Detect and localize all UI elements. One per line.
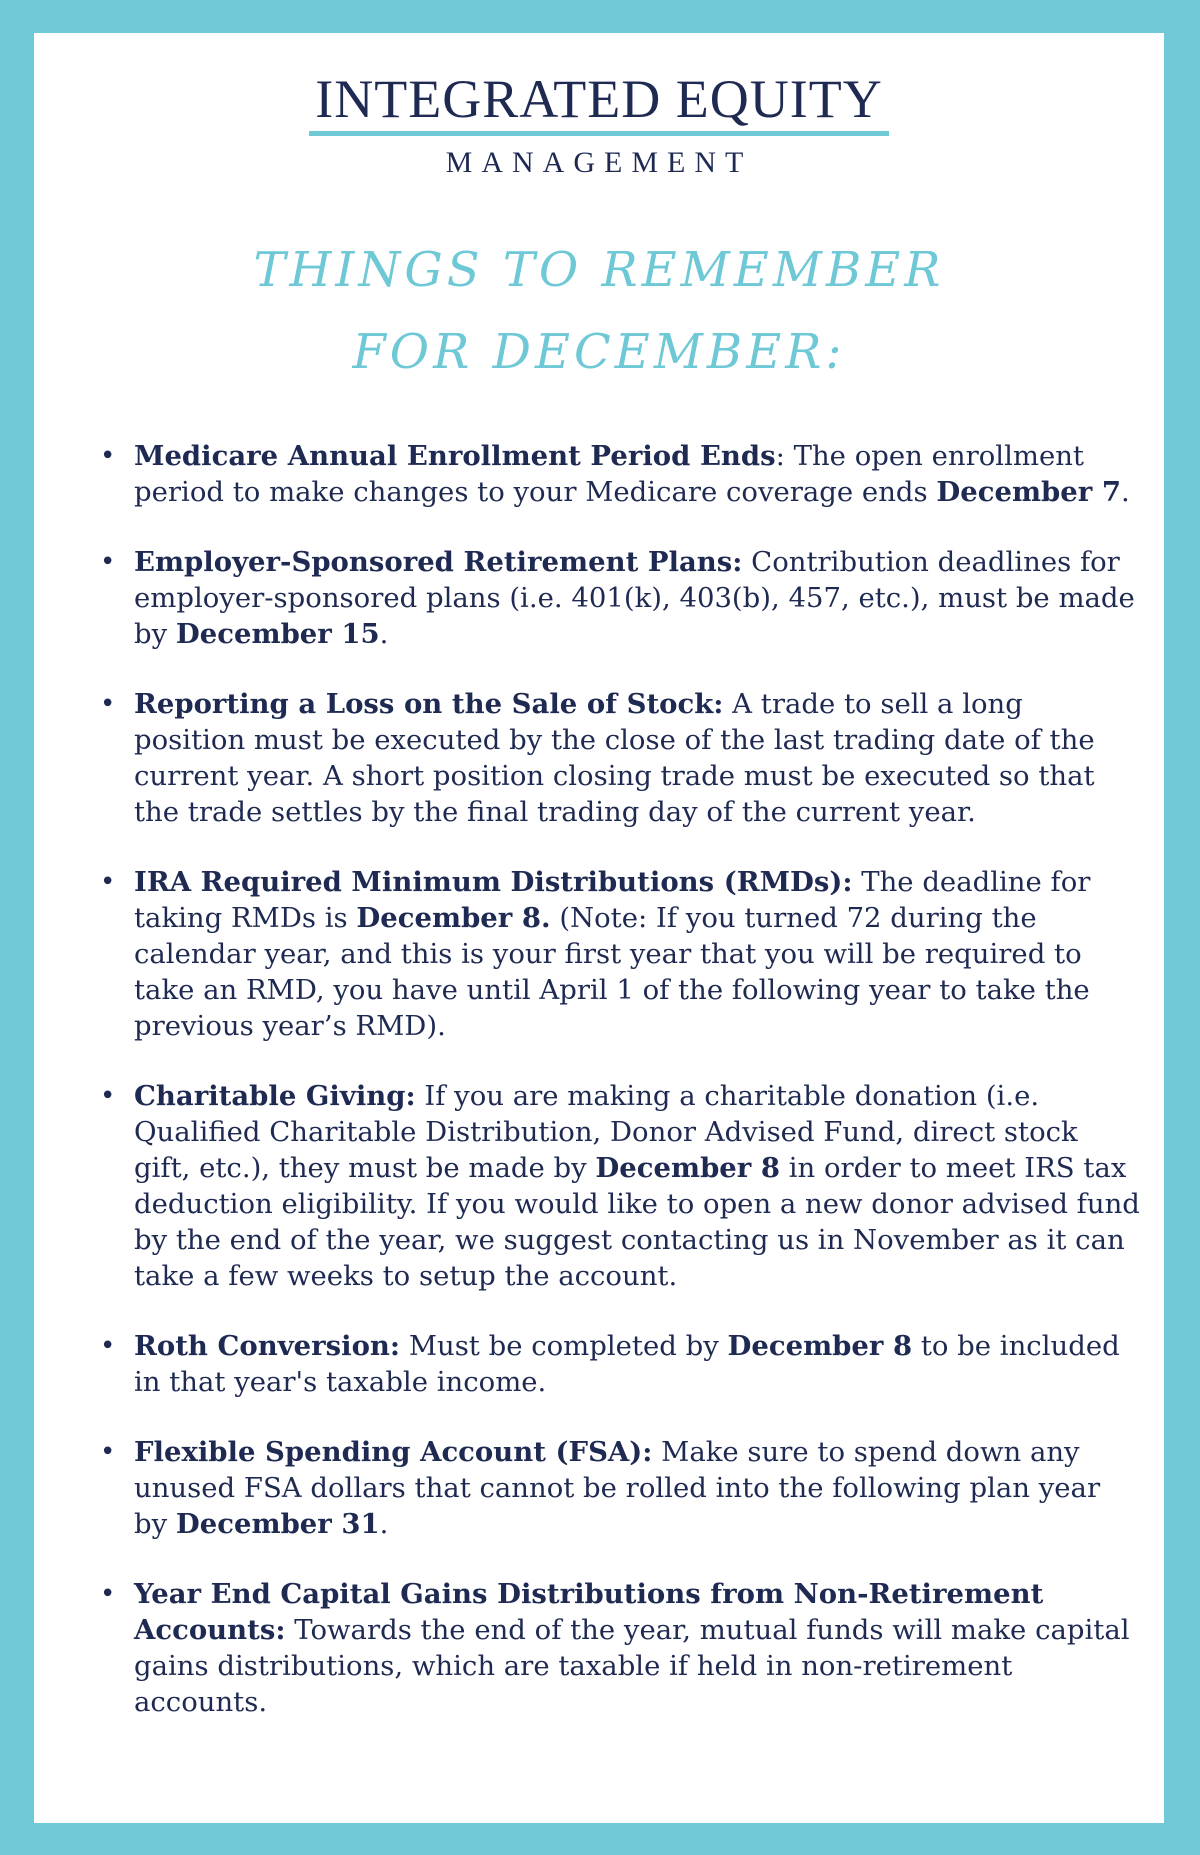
item-title: Medicare Annual Enrollment Period Ends xyxy=(134,440,776,472)
logo-sub-text: MANAGEMENT xyxy=(445,146,753,179)
item-deadline: December 8 xyxy=(727,1330,913,1362)
item-title: Employer-Sponsored Retirement Plans: xyxy=(134,546,743,578)
item-text-end: (Note: If you turned 72 during the calendar year, and this is your first year that you will be required to take an RMD, you have until April 1 of the following year to take the previous year’s RMD). xyxy=(134,902,1090,1042)
reminder-item-employer-plans xyxy=(100,544,1140,652)
company-logo xyxy=(34,71,1164,180)
item-text: Towards the end of the year, mutual funds will make capital gains distributions, which are taxable if held in non-retirement accounts. xyxy=(134,1614,1130,1718)
heading-line-2: FOR DECEMBER: xyxy=(352,324,846,380)
item-text: A trade to sell a long position must be executed by the close of the last trading date of the current year. A short position closing trade must be executed so that the trade settles by the final trading day of the current year. xyxy=(134,688,1095,828)
bullet-icon: • xyxy=(100,867,116,897)
item-title: Year End Capital Gains Distributions from Non-Retirement Accounts: xyxy=(134,1578,1044,1646)
item-deadline: December 8. xyxy=(356,902,551,934)
reminder-item-charitable-giving xyxy=(100,1078,1140,1294)
item-text: If you are making a charitable donation (i.e. Qualified Charitable Distribution, Donor Advised Fund, direct stock gift, etc.), they must be made by xyxy=(134,1080,1078,1184)
reminder-list xyxy=(100,438,1140,1754)
item-text-end: . xyxy=(1120,476,1130,508)
item-text: Make sure to spend down any unused FSA dollars that cannot be rolled into the following plan year by xyxy=(134,1436,1101,1540)
bullet-icon: • xyxy=(100,1081,116,1111)
item-title: Roth Conversion: xyxy=(134,1330,401,1362)
item-deadline: December 8 xyxy=(595,1152,780,1184)
page-heading xyxy=(34,229,1164,393)
reminder-item-ira-rmd xyxy=(100,864,1140,1044)
item-title: Flexible Spending Account (FSA): xyxy=(134,1436,653,1468)
bullet-icon: • xyxy=(100,1331,116,1361)
item-text: : The open enrollment period to make changes to your Medicare coverage ends xyxy=(134,440,1084,508)
bullet-icon: • xyxy=(100,441,116,471)
reminder-item-stock-loss xyxy=(100,686,1140,830)
bullet-icon: • xyxy=(100,1437,116,1467)
item-text-end: . xyxy=(379,618,389,650)
page-frame xyxy=(34,33,1164,1823)
reminder-item-medicare xyxy=(100,438,1140,510)
item-text: Must be completed by xyxy=(400,1330,728,1362)
item-text-end: . xyxy=(379,1508,389,1540)
bullet-icon: • xyxy=(100,689,116,719)
reminder-item-roth-conversion xyxy=(100,1328,1140,1400)
logo-main-text: INTEGRATED EQUITY xyxy=(309,71,888,136)
item-text-end: to be included in that year's taxable income. xyxy=(134,1330,1120,1398)
bullet-icon: • xyxy=(100,547,116,577)
item-title: Reporting a Loss on the Sale of Stock: xyxy=(134,688,724,720)
item-text-end: in order to meet IRS tax deduction eligibility. If you would like to open a new donor advised fund by the end of the year, we suggest contacting us in November as it can take a few weeks to setup the account. xyxy=(134,1152,1140,1292)
reminder-item-fsa xyxy=(100,1434,1140,1542)
item-text: Contribution deadlines for employer-sponsored plans (i.e. 401(k), 403(b), 457, etc.), must be made by xyxy=(134,546,1135,650)
item-title: Charitable Giving: xyxy=(134,1080,416,1112)
heading-line-1: THINGS TO REMEMBER xyxy=(253,242,945,298)
item-deadline: December 7 xyxy=(936,476,1121,508)
item-deadline: December 31 xyxy=(175,1508,380,1540)
item-deadline: December 15 xyxy=(175,618,380,650)
item-text: The deadline for taking RMDs is xyxy=(134,866,1091,934)
item-title: IRA Required Minimum Distributions (RMDs): xyxy=(134,866,853,898)
bullet-icon: • xyxy=(100,1579,116,1609)
reminder-item-capital-gains xyxy=(100,1576,1140,1720)
